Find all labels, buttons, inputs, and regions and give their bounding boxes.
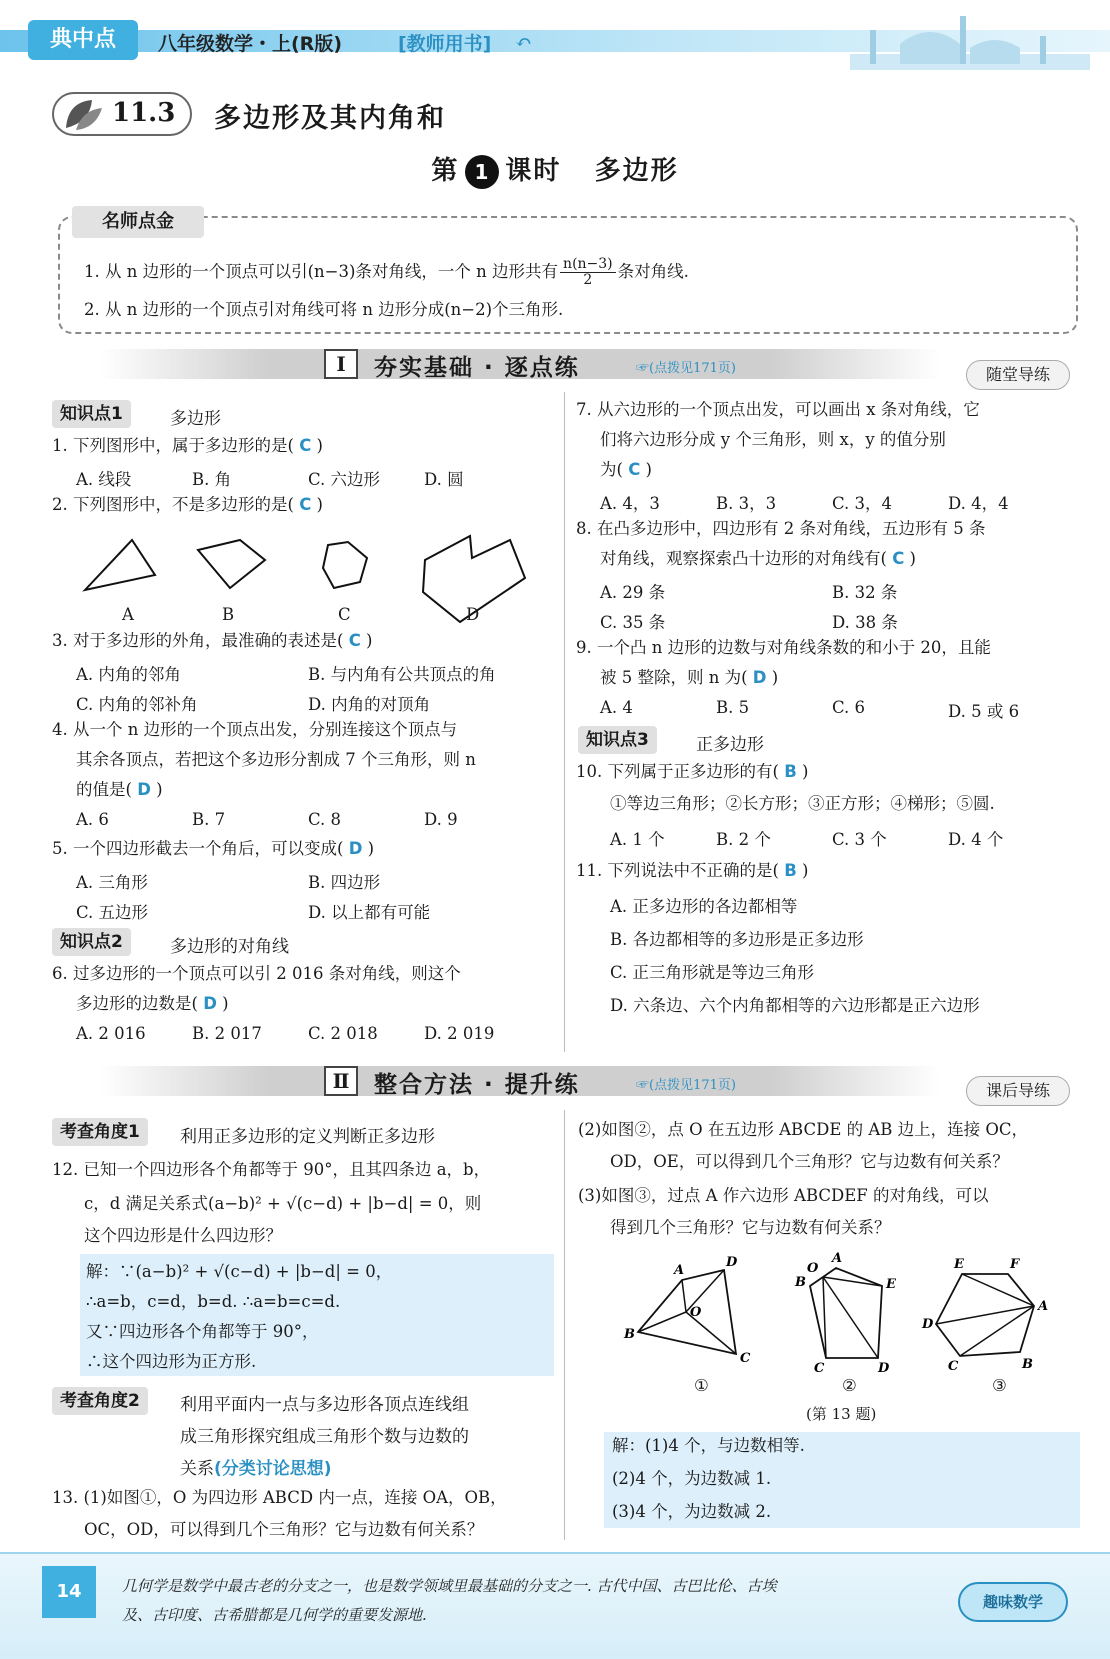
q13-fig-label-1: ① bbox=[694, 1376, 709, 1395]
tip-1-fraction bbox=[560, 257, 616, 288]
svg-text:C: C bbox=[740, 1351, 751, 1366]
q13-fig-label-3: ③ bbox=[992, 1376, 1007, 1395]
question-10: 10. 下列属于正多边形的有( B ) bbox=[576, 762, 809, 781]
q12-solution-line-3: 又∵四边形各个角都等于 90°， bbox=[86, 1322, 319, 1341]
knowledge-point-3-title: 正多边形 bbox=[696, 735, 764, 755]
svg-text:O: O bbox=[690, 1305, 702, 1320]
svg-text:E: E bbox=[954, 1257, 964, 1272]
question-7-line-3: 为( C ) bbox=[600, 460, 652, 479]
svg-text:C: C bbox=[948, 1359, 959, 1374]
column-divider bbox=[564, 392, 565, 1052]
q7-option-d: D. 4，4 bbox=[948, 494, 1009, 513]
q7-option-b: B. 3，3 bbox=[716, 494, 777, 513]
q3-option-b: B. 与内角有公共顶点的角 bbox=[308, 665, 496, 684]
q1-option-a: A. 线段 bbox=[76, 470, 132, 489]
header-tag: [教师用书] bbox=[398, 33, 492, 55]
footer-line bbox=[0, 1552, 1110, 1554]
svg-text:C: C bbox=[814, 1361, 825, 1376]
lesson-prefix: 第 bbox=[431, 156, 460, 186]
part1-title: 夯实基础 · 逐点练 bbox=[374, 355, 580, 381]
q3-option-d: D. 内角的对顶角 bbox=[308, 695, 431, 714]
question-3: 3. 对于多边形的外角，最准确的表述是( C ) bbox=[52, 631, 373, 650]
page-header bbox=[0, 0, 1110, 72]
q2-figures bbox=[80, 530, 530, 630]
lesson-suffix: 课时 bbox=[505, 156, 562, 186]
q8-option-c: C. 35 条 bbox=[600, 613, 666, 632]
q10-option-d: D. 4 个 bbox=[948, 830, 1004, 849]
question-2: 2. 下列图形中，不是多边形的是( C ) bbox=[52, 495, 323, 514]
answer: D bbox=[752, 668, 767, 687]
q10-list: ①等边三角形；②长方形；③正方形；④梯形；⑤圆. bbox=[610, 794, 995, 813]
q5-option-d: D. 以上都有可能 bbox=[308, 903, 431, 922]
svg-text:A: A bbox=[674, 1263, 685, 1278]
question-13-line-2: OC，OD，可以得到几个三角形？它与边数有何关系？ bbox=[84, 1520, 484, 1539]
teacher-tips-tag: 名师点金 bbox=[72, 206, 204, 238]
svg-text:O: O bbox=[807, 1261, 819, 1276]
question-7-line-1: 7. 从六边形的一个顶点出发，可以画出 x 条对角线，它 bbox=[576, 400, 980, 419]
answer: B bbox=[784, 762, 797, 781]
answer: C bbox=[299, 436, 312, 455]
fraction-denominator: 2 bbox=[583, 272, 593, 288]
q8-option-d: D. 38 条 bbox=[832, 613, 898, 632]
q10-option-a: A. 1 个 bbox=[610, 830, 665, 849]
tip-1-text-b: 条对角线. bbox=[617, 262, 689, 281]
q12-solution-line-4: ∴这个四边形为正方形. bbox=[86, 1352, 257, 1371]
answer: D bbox=[137, 780, 151, 799]
svg-text:B: B bbox=[624, 1327, 635, 1342]
part1-roman: Ⅰ bbox=[324, 349, 358, 379]
svg-text:E: E bbox=[886, 1277, 896, 1292]
lesson-number: 1 bbox=[465, 155, 499, 189]
q5-option-b: B. 四边形 bbox=[308, 873, 381, 892]
answer: C bbox=[348, 631, 361, 650]
svg-text:F: F bbox=[1010, 1257, 1020, 1272]
q11-option-b: B. 各边都相等的多边形是正多边形 bbox=[610, 930, 864, 949]
question-13-part2-line-2: OD，OE，可以得到几个三角形？它与边数有何关系？ bbox=[610, 1152, 1009, 1171]
answer: D bbox=[203, 994, 217, 1013]
part2-hint: ☞(点拨见171页) bbox=[636, 1078, 736, 1093]
q9-option-d: D. 5 或 6 bbox=[948, 702, 1020, 721]
q2-fig-label-b: B bbox=[222, 605, 235, 624]
skyline-icon bbox=[850, 10, 1090, 70]
part1-guide-tab[interactable]: 随堂导练 bbox=[966, 360, 1070, 390]
angle-2-note: (分类讨论思想) bbox=[214, 1459, 332, 1479]
header-grade: 八年级数学・上(R版) bbox=[158, 33, 342, 55]
question-11: 11. 下列说法中不正确的是( B ) bbox=[576, 861, 809, 880]
answer: B bbox=[784, 861, 797, 880]
question-6-line-2: 多边形的边数是( D ) bbox=[76, 994, 229, 1013]
question-13-part3-line-2: 得到几个三角形？它与边数有何关系？ bbox=[610, 1218, 891, 1237]
answer: D bbox=[348, 839, 363, 858]
q8-option-b: B. 32 条 bbox=[832, 583, 898, 602]
svg-text:B: B bbox=[1022, 1357, 1033, 1372]
part2-guide-tab[interactable]: 课后导练 bbox=[966, 1076, 1070, 1106]
q13-solution-line-2: (2)4 个，为边数减 1. bbox=[612, 1469, 772, 1488]
angle-2-line-2: 成三角形探究组成三角形个数与边数的 bbox=[180, 1427, 469, 1447]
angle-2-tag: 考查角度2 bbox=[52, 1387, 148, 1415]
question-8-line-1: 8. 在凸多边形中，四边形有 2 条对角线，五边形有 5 条 bbox=[576, 519, 986, 538]
angle-1-tag: 考查角度1 bbox=[52, 1118, 148, 1146]
question-13-part3-line-1: (3)如图③，过点 A 作六边形 ABCDEF 的对角线，可以 bbox=[578, 1186, 989, 1205]
q2-fig-label-c: C bbox=[338, 605, 351, 624]
q10-option-c: C. 3 个 bbox=[832, 830, 887, 849]
lesson-title bbox=[0, 150, 1110, 189]
tip-2: 2. 从 n 边形的一个顶点引对角线可将 n 边形分成(n−2)个三角形. bbox=[84, 300, 564, 319]
knowledge-point-2-tag: 知识点2 bbox=[52, 928, 131, 956]
question-12-line-1: 12. 已知一个四边形各个角都等于 90°，且其四条边 a，b， bbox=[52, 1160, 491, 1179]
knowledge-point-1-tag: 知识点1 bbox=[52, 400, 131, 428]
question-4-line-2: 其余各顶点，若把这个多边形分割成 7 个三角形，则 n bbox=[76, 750, 476, 769]
section-title: 多边形及其内角和 bbox=[214, 103, 446, 134]
knowledge-point-2-title: 多边形的对角线 bbox=[170, 937, 289, 957]
answer: C bbox=[892, 549, 905, 568]
section-number: 11.3 bbox=[112, 98, 176, 128]
question-9-line-1: 9. 一个凸 n 边形的边数与对角线条数的和小于 20，且能 bbox=[576, 638, 991, 657]
tip-1-text-a: 1. 从 n 边形的一个顶点可以引(n−3)条对角线，一个 n 边形共有 bbox=[84, 262, 559, 281]
q4-option-a: A. 6 bbox=[76, 810, 109, 829]
q11-option-a: A. 正多边形的各边都相等 bbox=[610, 897, 798, 916]
q4-option-b: B. 7 bbox=[192, 810, 226, 829]
q6-option-a: A. 2 016 bbox=[76, 1024, 146, 1043]
fun-math-badge: 趣味数学 bbox=[958, 1582, 1068, 1622]
q11-option-d: D. 六条边、六个内角都相等的六边形都是正六边形 bbox=[610, 996, 980, 1015]
q5-option-a: A. 三角形 bbox=[76, 873, 148, 892]
tip-1 bbox=[84, 257, 689, 288]
q6-option-c: C. 2 018 bbox=[308, 1024, 378, 1043]
q13-solution-line-1: 解：(1)4 个，与边数相等. bbox=[612, 1436, 805, 1455]
footer-fact-line-1: 几何学是数学中最古老的分支之一，也是数学领域里最基础的分支之一. 古代中国、古巴比伦、古埃 bbox=[122, 1577, 777, 1595]
leaf-icon bbox=[62, 96, 106, 132]
part1-hint: ☞(点拨见171页) bbox=[636, 361, 736, 376]
svg-text:D: D bbox=[726, 1255, 738, 1270]
q1-option-d: D. 圆 bbox=[424, 470, 464, 489]
part2-roman: Ⅱ bbox=[324, 1066, 358, 1096]
question-7-line-2: 们将六边形分成 y 个三角形，则 x，y 的值分别 bbox=[600, 430, 946, 449]
q13-solution-line-3: (3)4 个，为边数减 2. bbox=[612, 1502, 772, 1521]
question-13-part2-line-1: (2)如图②，点 O 在五边形 ABCDE 的 AB 边上，连接 OC， bbox=[578, 1120, 1029, 1139]
q4-option-c: C. 8 bbox=[308, 810, 342, 829]
column-divider bbox=[564, 1110, 565, 1540]
footer-fact-line-2: 及、古印度、古希腊都是几何学的重要发源地. bbox=[122, 1606, 427, 1624]
q7-option-a: A. 4，3 bbox=[600, 494, 660, 513]
q6-option-b: B. 2 017 bbox=[192, 1024, 262, 1043]
q2-fig-label-a: A bbox=[122, 605, 134, 624]
q9-option-b: B. 5 bbox=[716, 698, 750, 717]
question-4-line-1: 4. 从一个 n 边形的一个顶点出发，分别连接这个顶点与 bbox=[52, 720, 458, 739]
q11-option-c: C. 正三角形就是等边三角形 bbox=[610, 963, 815, 982]
svg-text:A: A bbox=[832, 1251, 843, 1266]
question-6-line-1: 6. 过多边形的一个顶点可以引 2 016 条对角线，则这个 bbox=[52, 964, 461, 983]
question-1: 1. 下列图形中，属于多边形的是( C ) bbox=[52, 436, 323, 455]
fraction-numerator: n(n−3) bbox=[560, 257, 616, 273]
q4-option-d: D. 9 bbox=[424, 810, 458, 829]
q7-option-c: C. 3，4 bbox=[832, 494, 893, 513]
q12-solution-line-2: ∴a=b，c=d，b=d. ∴a=b=c=d. bbox=[86, 1292, 341, 1311]
q1-option-c: C. 六边形 bbox=[308, 470, 381, 489]
angle-1-title: 利用正多边形的定义判断正多边形 bbox=[180, 1127, 435, 1147]
q3-option-a: A. 内角的邻角 bbox=[76, 665, 181, 684]
return-arrow-icon[interactable]: ↶ bbox=[515, 30, 532, 54]
svg-text:D: D bbox=[922, 1317, 934, 1332]
svg-text:B: B bbox=[795, 1275, 806, 1290]
q9-option-c: C. 6 bbox=[832, 698, 866, 717]
q9-option-a: A. 4 bbox=[600, 698, 633, 717]
knowledge-point-3-tag: 知识点3 bbox=[578, 726, 657, 754]
question-12-line-3: 这个四边形是什么四边形？ bbox=[84, 1226, 282, 1245]
svg-text:D: D bbox=[878, 1361, 890, 1376]
question-13-line-1: 13. (1)如图①，O 为四边形 ABCD 内一点，连接 OA，OB， bbox=[52, 1488, 507, 1507]
svg-text:A: A bbox=[1038, 1299, 1049, 1314]
q12-solution-line-1: 解：∵(a−b)² + √(c−d) + |b−d| = 0， bbox=[86, 1262, 393, 1281]
question-9-line-2: 被 5 整除，则 n 为( D ) bbox=[600, 668, 779, 687]
q1-option-b: B. 角 bbox=[192, 470, 232, 489]
lesson-name: 多边形 bbox=[594, 156, 679, 186]
part2-title: 整合方法 · 提升练 bbox=[374, 1072, 580, 1098]
question-5: 5. 一个四边形截去一个角后，可以变成( D ) bbox=[52, 839, 375, 858]
question-12-line-2: c，d 满足关系式(a−b)² + √(c−d) + |b−d| = 0，则 bbox=[84, 1194, 482, 1213]
q6-option-d: D. 2 019 bbox=[424, 1024, 495, 1043]
q3-option-c: C. 内角的邻补角 bbox=[76, 695, 198, 714]
page-number: 14 bbox=[42, 1566, 96, 1618]
angle-2-line-1: 利用平面内一点与多边形各顶点连线组 bbox=[180, 1395, 469, 1415]
q10-option-b: B. 2 个 bbox=[716, 830, 771, 849]
answer: C bbox=[299, 495, 312, 514]
brand-logo: 典中点 bbox=[28, 20, 138, 60]
q2-fig-label-d: D bbox=[466, 605, 480, 624]
question-8-line-2: 对角线，观察探索凸十边形的对角线有( C ) bbox=[600, 549, 916, 568]
knowledge-point-1-title: 多边形 bbox=[170, 409, 221, 429]
q5-option-c: C. 五边形 bbox=[76, 903, 149, 922]
q13-fig-label-2: ② bbox=[842, 1376, 857, 1395]
q13-figures bbox=[620, 1250, 1080, 1390]
question-4-line-3: 的值是( D ) bbox=[76, 780, 163, 799]
answer: C bbox=[628, 460, 641, 479]
angle-2-line-3: 关系(分类讨论思想) bbox=[180, 1459, 332, 1479]
q13-caption: (第 13 题) bbox=[806, 1405, 877, 1423]
q8-option-a: A. 29 条 bbox=[600, 583, 666, 602]
